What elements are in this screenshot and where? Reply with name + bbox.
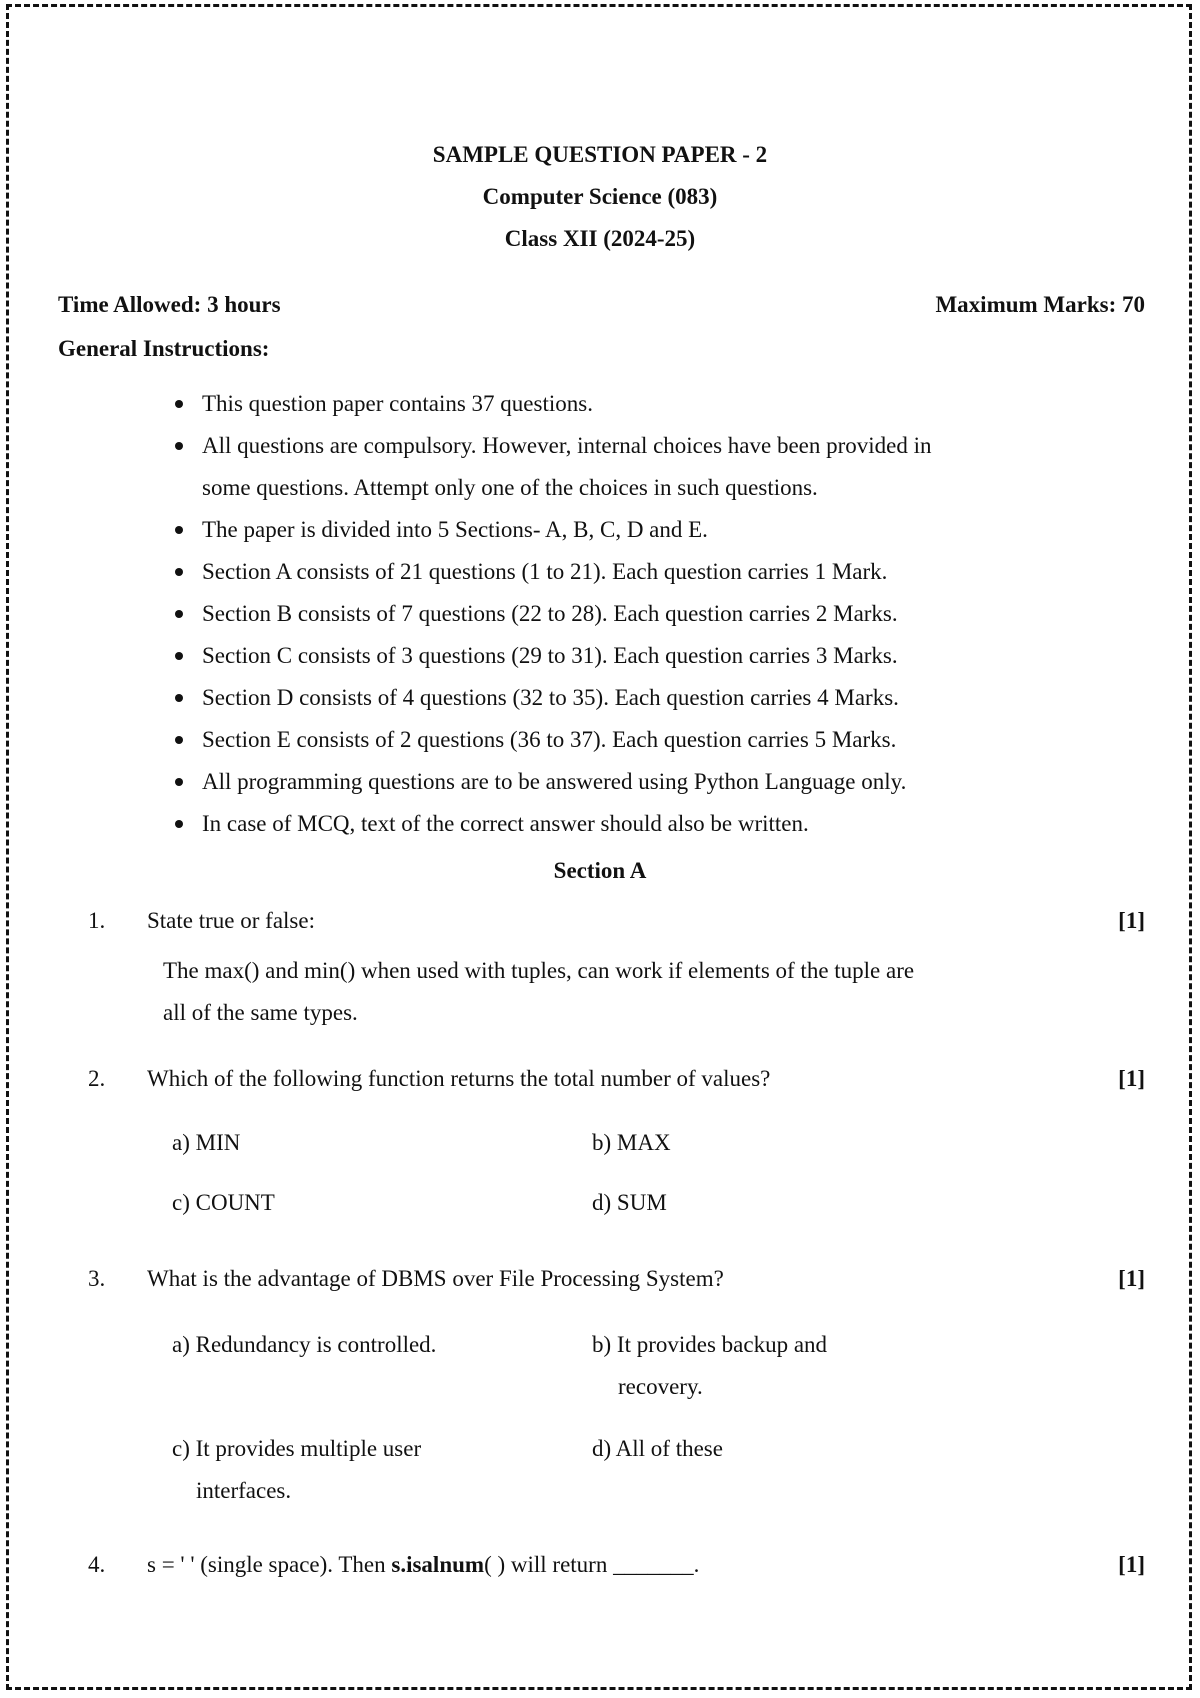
instruction-item: Section B consists of 7 questions (22 to 28). Each question carries 2 Marks. [165,593,1125,635]
option: b) MAX [592,1130,671,1155]
instruction-item: In case of MCQ, text of the correct answer should also be written. [165,803,1125,845]
section-a-heading: Section A [553,858,647,883]
question-number: 3. [88,1266,106,1291]
paper-subject: Computer Science (083) [482,184,718,209]
question-text: State true or false: [147,908,315,933]
instructions-list [165,383,1125,845]
instruction-item: Section A consists of 21 questions (1 to 21). Each question carries 1 Mark. [165,551,1125,593]
question-text: What is the advantage of DBMS over File Processing System? [147,1266,724,1291]
question-number: 1. [88,908,106,933]
question-marks: [1] [1118,1066,1145,1091]
option-continuation: interfaces. [196,1478,292,1503]
question-body: all of the same types. [163,1000,358,1025]
question-number: 2. [88,1066,106,1091]
instruction-item: Section E consists of 2 questions (36 to 37). Each question carries 5 Marks. [165,719,1125,761]
question-marks: [1] [1118,1552,1145,1577]
time-allowed: Time Allowed: 3 hours [58,292,281,317]
question-text: s = ' ' (single space). Then s.isalnum( ) will return _______. [147,1552,700,1577]
option: a) MIN [172,1130,241,1155]
question-number: 4. [88,1552,106,1577]
option: b) It provides backup and [592,1332,828,1357]
option: c) It provides multiple user [172,1436,422,1461]
instruction-item: Section C consists of 3 questions (29 to 31). Each question carries 3 Marks. [165,635,1125,677]
instruction-item: The paper is divided into 5 Sections- A, B, C, D and E. [165,509,1125,551]
maximum-marks: Maximum Marks: 70 [935,292,1145,317]
question-text: Which of the following function returns the total number of values? [147,1066,771,1091]
instruction-item: This question paper contains 37 questions. [165,383,1125,425]
instruction-item: All questions are compulsory. However, internal choices have been provided in some questions. Attempt only one of the choices in such questions. [165,425,1125,509]
question-marks: [1] [1118,1266,1145,1291]
option-continuation: recovery. [618,1374,703,1399]
paper-class-year: Class XII (2024-25) [504,226,696,251]
instruction-item: All programming questions are to be answered using Python Language only. [165,761,1125,803]
question-body: The max() and min() when used with tuples, can work if elements of the tuple are [163,958,915,983]
option: d) All of these [592,1436,723,1461]
paper-title: SAMPLE QUESTION PAPER - 2 [432,142,768,167]
option: d) SUM [592,1190,667,1215]
instruction-item: Section D consists of 4 questions (32 to 35). Each question carries 4 Marks. [165,677,1125,719]
option: c) COUNT [172,1190,275,1215]
question-marks: [1] [1118,908,1145,933]
instructions-heading: General Instructions: [58,336,270,361]
option: a) Redundancy is controlled. [172,1332,437,1357]
